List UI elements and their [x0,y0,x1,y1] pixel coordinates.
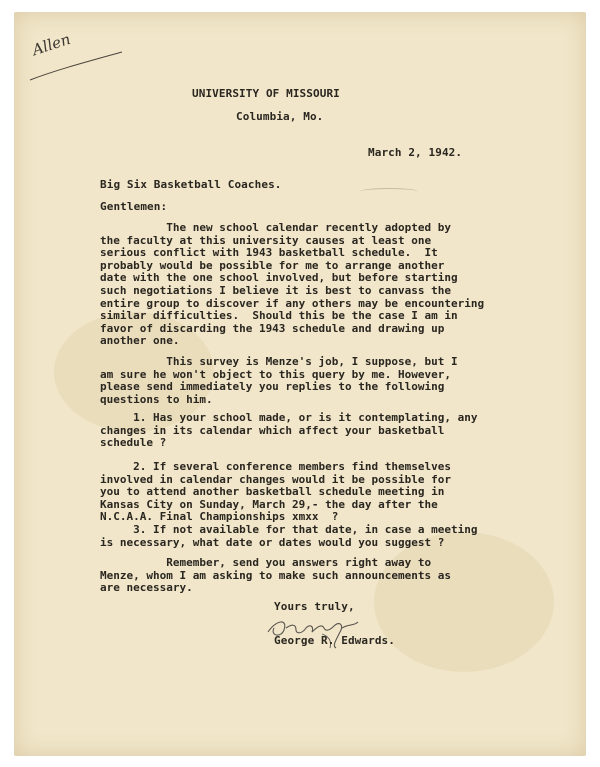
question-3 [100,524,478,549]
text-line: Kansas City on Sunday, March 29,- the day after the [100,497,438,511]
signer-name: George R. Edwards. [274,634,396,647]
text-line: you to attend another basketball schedule meeting in [100,485,445,499]
closing: Yours truly, [274,600,355,613]
text-line: another one. [100,334,180,348]
text-line: similar difficulties. Should this be the case I am in [100,309,458,323]
text-line: am sure he won't object to this query by me. However, [100,367,451,381]
text-line: Remember, send you answers right away to [100,556,432,569]
text-line: 2. If several conference members find themselves [100,460,451,473]
text-line: probably would be possible for me to arrange another [100,258,445,272]
text-line: N.C.A.A. Final Championships xmxx ? [100,510,339,524]
text-line: date with the one school involved, but before starting [100,271,458,285]
text-line: The new school calendar recently adopted by [100,221,451,234]
letter-date: March 2, 1942. [368,146,463,159]
text-line: changes in its calendar which affect your basketball [100,423,445,437]
text-line: is necessary, what date or dates would you suggest ? [100,535,445,549]
text-line: 1. Has your school made, or is it contemplating, any [100,411,478,424]
salutation: Gentlemen: [100,200,168,213]
text-line: such negotiations I believe it is best to canvass the [100,283,451,297]
text-line: entire group to discover if any others may be encountering [100,296,485,310]
letterhead-university: UNIVERSITY OF MISSOURI [192,87,340,100]
question-1 [100,412,478,450]
text-line: are necessary. [100,581,193,595]
paragraph-closing [100,557,451,595]
paragraph-calendar-conflict [100,222,484,348]
text-line: favor of discarding the 1943 schedule and drawing up [100,321,445,335]
text-line: please send immediately you replies to the following [100,380,445,394]
paragraph-survey [100,356,458,406]
text-line: This survey is Menze's job, I suppose, but I [100,355,458,368]
annotation-underline [26,46,126,86]
text-line: the faculty at this university causes at least one [100,233,432,247]
text-line: 3. If not available for that date, in case a meeting [100,523,478,536]
paper-stain [374,532,554,672]
letterhead-city: Columbia, Mo. [236,110,324,123]
handwritten-annotation: Allen [30,29,73,60]
question-2 [100,461,451,524]
text-line: schedule ? [100,436,167,450]
text-line: questions to him. [100,392,213,406]
text-line: serious conflict with 1943 basketball schedule. It [100,246,438,260]
addressee: Big Six Basketball Coaches. [100,178,282,191]
ink-mark [360,188,418,195]
text-line: involved in calendar changes would it be possible for [100,472,451,486]
text-line: Menze, whom I am asking to make such announcements as [100,568,451,582]
